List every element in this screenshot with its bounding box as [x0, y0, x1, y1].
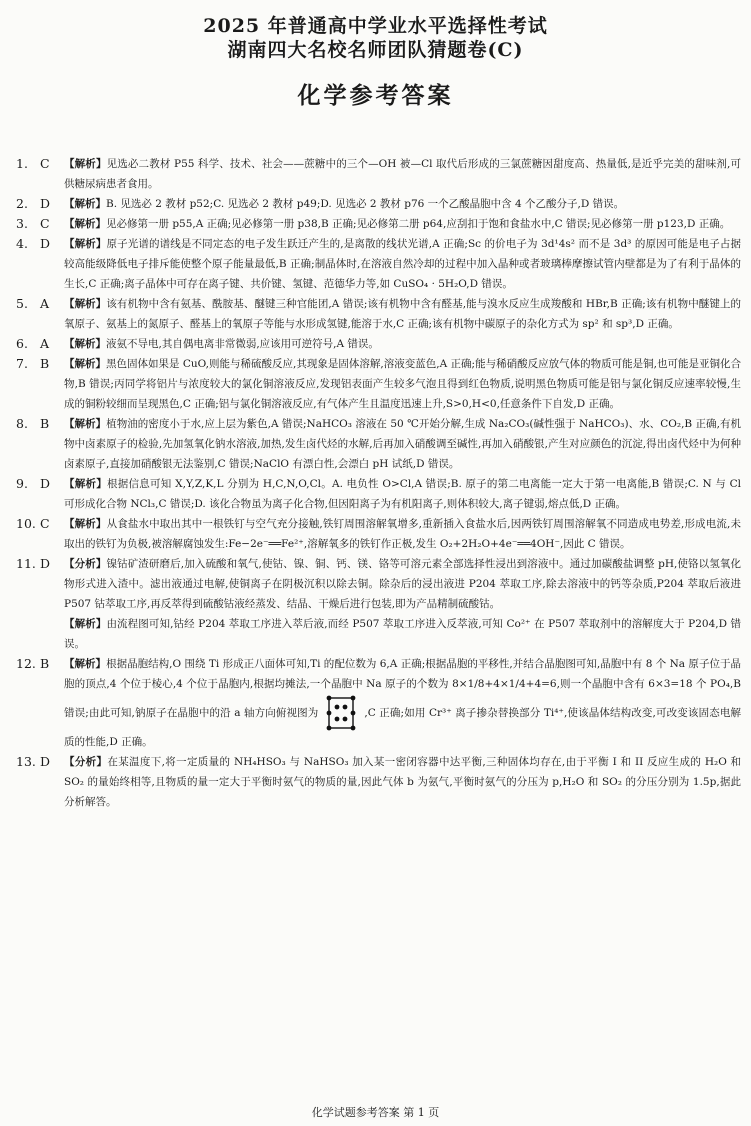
- answer-explanation: [64, 354, 741, 414]
- na-atom-dot: [351, 711, 356, 716]
- answer-choice: D: [40, 754, 51, 769]
- explanation-text: 从食盐水中取出其中一根铁钉与空气充分接触,铁钉周围溶解氧增多,重新插入食盐水后,因两铁钉周围溶解氧不同造成电势差,形成电流,未取出的铁钉为负极,被溶解腐蚀发生:Fe−2e⁻══Fe²⁺,溶解氧多的铁钉作正极,发生 O₂+2H₂O+4e⁻══4OH⁻,因此 C 错误。: [64, 518, 742, 550]
- answer-item: [16, 154, 741, 194]
- explanation-text: 见必修第一册 p55,A 正确;见必修第一册 p38,B 正确;见必修第二册 p64,应刮扣于饱和食盐水中,C 错误;见必修第一册 p123,D 正确。: [106, 218, 731, 230]
- answer-choice: B: [40, 356, 50, 371]
- question-number: 6.: [16, 336, 28, 351]
- na-atom-dot: [335, 717, 340, 722]
- explanation-text: 该有机物中含有氨基、酰胺基、醚键三种官能团,A 错误;该有机物中含有醛基,能与溴水反应生成羧酸和 HBr,B 正确;该有机物中醚键上的氧原子、氨基上的氮原子、醛基上的氧原子等能与水形成氢键,能溶于水,C 正确;该有机物中碳原子的杂化方式为 sp² 和 sp³,D 正确。: [64, 298, 741, 330]
- explanation-text: 根据信息可知 X,Y,Z,K,L 分别为 H,C,N,O,Cl。A. 电负性 O>Cl,A 错误;B. 原子的第二电离能一定大于第一电离能,B 错误;C. N 与 Cl 可形成化合物 NCl₃,C 错误;D. 该化合物虽为离子化合物,但因阳离子为有机阳离子,则体积较大,离子键弱,熔点低,D 正确。: [64, 478, 742, 510]
- answer-item: [16, 654, 741, 752]
- explanation-text: 镍钴矿渣研磨后,加入硫酸和氧气,使钴、镍、铜、钙、镁、铬等可溶元素全部选择性浸出到溶液中。通过加碳酸盐调整 pH,使铬以氢氧化物形式进入渣中。滤出液通过电解,使铜离子在阴极沉积以除去铜。除杂后的浸出液进 P204 萃取工序,除去溶液中的钙等杂质,P204 萃取后液进 P507 钴萃取工序,再反萃得到硫酸钴液经蒸发、结晶、干燥后进行包装,即为产品精制硫酸钴。: [64, 558, 742, 610]
- explanation-text: 原子光谱的谱线是不同定态的电子发生跃迁产生的,是离散的线状光谱,A 正确;Sc 的价电子为 3d¹4s² 而不是 3d³ 的原因可能是电子占据较高能级降低电子排斥能使整个原子能量最低,B 正确;制晶体时,在溶液自然冷却的过程中加入晶种或者玻璃棒摩擦试管内壁都是为了有利于晶体的生长,C 正确;离子晶体中可存在离子键、共价键、氢键、范德华力等,如 CuSO₄ · 5H₂O,D 错误。: [64, 238, 741, 290]
- explanation-tag: 【解析】: [64, 238, 107, 250]
- question-number: 2.: [16, 196, 28, 211]
- answer-item: [16, 514, 741, 554]
- na-atom-dot: [343, 717, 348, 722]
- answer-item: [16, 474, 741, 514]
- answer-explanation: [64, 334, 741, 354]
- na-atom-dot: [335, 705, 340, 710]
- explanation-tag: 【分析】: [64, 558, 107, 570]
- explanation-text-continued: ,C 正确;如用 Cr³⁺ 离子掺杂替换部分 Ti⁴⁺,使该晶体结构改变,可改变该固态电解质的性能,D 正确。: [64, 707, 741, 748]
- question-number: 3.: [16, 216, 28, 231]
- explanation-text: B. 见选必 2 教材 p52;C. 见选必 2 教材 p49;D. 见选必 2 教材 p76 一个乙酸晶胞中含 4 个乙酸分子,D 错误。: [106, 198, 625, 210]
- answer-page: [0, 14, 751, 1126]
- question-number: 11.: [16, 556, 36, 571]
- explanation-text: 黑色固体如果是 CuO,则能与稀硫酸反应,其现象是固体溶解,溶液变蓝色,A 正确;能与稀硝酸反应放气体的物质可能是铜,也可能是亚铜化合物,B 错误;丙同学将铝片与浓度较大的氯化铜溶液反应,发现铝表面产生较多气泡且得到红色物质,说明黑色物质可能是铝与氯化铜反应速率较慢,生成的铜粉较细而呈现黑色,C 正确;铝与氯化铜溶液反应,有气体产生且温度迅速上升,S>0,H<0,任意条件下自发,D 正确。: [64, 358, 741, 410]
- question-number: 9.: [16, 476, 28, 491]
- answer-choice: C: [40, 216, 50, 231]
- na-atom-dot: [327, 726, 332, 731]
- explanation-text: 由流程图可知,钴经 P204 萃取工序进入萃后液,而经 P507 萃取工序进入反萃液,可知 Co²⁺ 在 P507 萃取剂中的溶解度大于 P204,D 错误。: [64, 618, 741, 650]
- answer-choice: C: [40, 156, 50, 171]
- question-number: 13.: [16, 754, 36, 769]
- answer-choice: D: [40, 236, 51, 251]
- answer-item: [16, 554, 741, 614]
- explanation-text: 在某温度下,将一定质量的 NH₄HSO₃ 与 NaHSO₃ 加入某一密闭容器中达平衡,三种固体均存在,由于平衡 I 和 II 反应生成的 H₂O 和 SO₂ 的量始终相等,且物质的量一定大于平衡时氨气的物质的量,因此气体 b 为氨气,平衡时氨气的分压为 p,H₂O 和 SO₂ 的分压分别为 1.5p,据此分析解答。: [64, 756, 742, 808]
- question-number: 12.: [16, 656, 36, 671]
- answer-choice: B: [40, 416, 50, 431]
- question-number: 7.: [16, 356, 28, 371]
- answer-choice: B: [40, 656, 50, 671]
- na-atom-dot: [343, 705, 348, 710]
- explanation-tag: 【解析】: [64, 218, 106, 230]
- na-projection-figure: [321, 694, 361, 732]
- answer-item: [16, 334, 741, 354]
- answer-item: [16, 752, 741, 812]
- answer-explanation: [64, 654, 741, 752]
- question-number: 1.: [16, 156, 28, 171]
- explanation-tag: 【解析】: [64, 618, 107, 630]
- explanation-tag: 【解析】: [64, 418, 107, 430]
- exam-subtitle: 湖南四大名校名师团队猜题卷(C): [227, 39, 524, 61]
- explanation-text: 液氨不导电,其自偶电离非常微弱,应该用可逆符号,A 错误。: [106, 338, 379, 350]
- answer-item: [16, 214, 741, 234]
- question-number: 4.: [16, 236, 28, 251]
- explanation-text: 见选必二教材 P55 科学、技术、社会——蔗糖中的三个—OH 被—Cl 取代后形成的三氯蔗糖因甜度高、热量低,是近乎完美的甜味剂,可供糖尿病患者食用。: [64, 158, 742, 190]
- question-number: 5.: [16, 296, 28, 311]
- explanation-tag: 【解析】: [64, 658, 107, 670]
- question-number: 10.: [16, 516, 36, 531]
- na-atom-dot: [327, 696, 332, 701]
- answer-explanation: [64, 154, 741, 194]
- answer-explanation: [64, 514, 741, 554]
- answer-explanation: [64, 474, 741, 514]
- answer-item: [16, 354, 741, 414]
- explanation-tag: 【解析】: [64, 198, 106, 210]
- answer-list: [16, 154, 741, 812]
- answer-choice: A: [40, 336, 50, 351]
- answer-choice: D: [40, 476, 51, 491]
- explanation-tag: 【解析】: [64, 298, 107, 310]
- answer-subexplanation: [64, 614, 741, 654]
- answer-item: [16, 414, 741, 474]
- page-title: 化学参考答案: [297, 83, 454, 109]
- explanation-tag: 【分析】: [64, 756, 108, 768]
- na-atom-dot: [327, 711, 332, 716]
- answer-explanation: [64, 214, 741, 234]
- explanation-tag: 【解析】: [64, 478, 108, 490]
- answer-item: [16, 194, 741, 214]
- answer-choice: D: [40, 196, 51, 211]
- na-atom-dot: [351, 726, 356, 731]
- explanation-text: 植物油的密度小于水,应上层为紫色,A 错误;NaHCO₃ 溶液在 50 ℃开始分解,生成 Na₂CO₃(碱性强于 NaHCO₃)、水、CO₂,B 正确,有机物中卤素原子的检验,先加氢氧化钠水溶液,加热,发生卤代烃的水解,后再加入硝酸调至碱性,再加入硝酸银,产生对应颜色的沉淀,得出卤代烃中为何种卤素原子,直接加硝酸银无法鉴别,C 错误;NaClO 有漂白性,会漂白 pH 试纸,D 错误。: [64, 418, 741, 470]
- answer-explanation: [64, 414, 741, 474]
- explanation-tag: 【解析】: [64, 158, 107, 170]
- answer-choice: C: [40, 516, 50, 531]
- header: [0, 14, 751, 110]
- explanation-tag: 【解析】: [64, 358, 107, 370]
- explanation-tag: 【解析】: [64, 338, 106, 350]
- na-atom-dot: [351, 696, 356, 701]
- answer-item: [16, 234, 741, 294]
- explanation-text: 根据晶胞结构,O 围绕 Ti 形成正八面体可知,Ti 的配位数为 6,A 正确;根据晶胞的平移性,并结合晶胞图可知,晶胞中有 8 个 Na 原子位于晶胞的顶点,4 个位于棱心,4 个位于晶胞内,根据均摊法,一个晶胞中 Na 原子的个数为 8×1/8+4×1/4+4=6,则一个晶胞中含有 6×3=18 个 PO₄,B 错误;由此可知,钠原子在晶胞中的沿 a 轴方向俯视图为: [64, 658, 742, 719]
- exam-title: 2025 年普通高中学业水平选择性考试: [203, 15, 548, 37]
- answer-choice: A: [40, 296, 50, 311]
- answer-choice: D: [40, 556, 51, 571]
- answer-explanation: [64, 554, 741, 614]
- explanation-tag: 【解析】: [64, 518, 107, 530]
- answer-explanation: [64, 294, 741, 334]
- answer-explanation: [64, 234, 741, 294]
- page-footer: 化学试题参考答案 第 1 页: [311, 1106, 440, 1119]
- answer-item: [16, 294, 741, 334]
- answer-explanation: [64, 194, 741, 214]
- question-number: 8.: [16, 416, 28, 431]
- answer-explanation: [64, 752, 741, 812]
